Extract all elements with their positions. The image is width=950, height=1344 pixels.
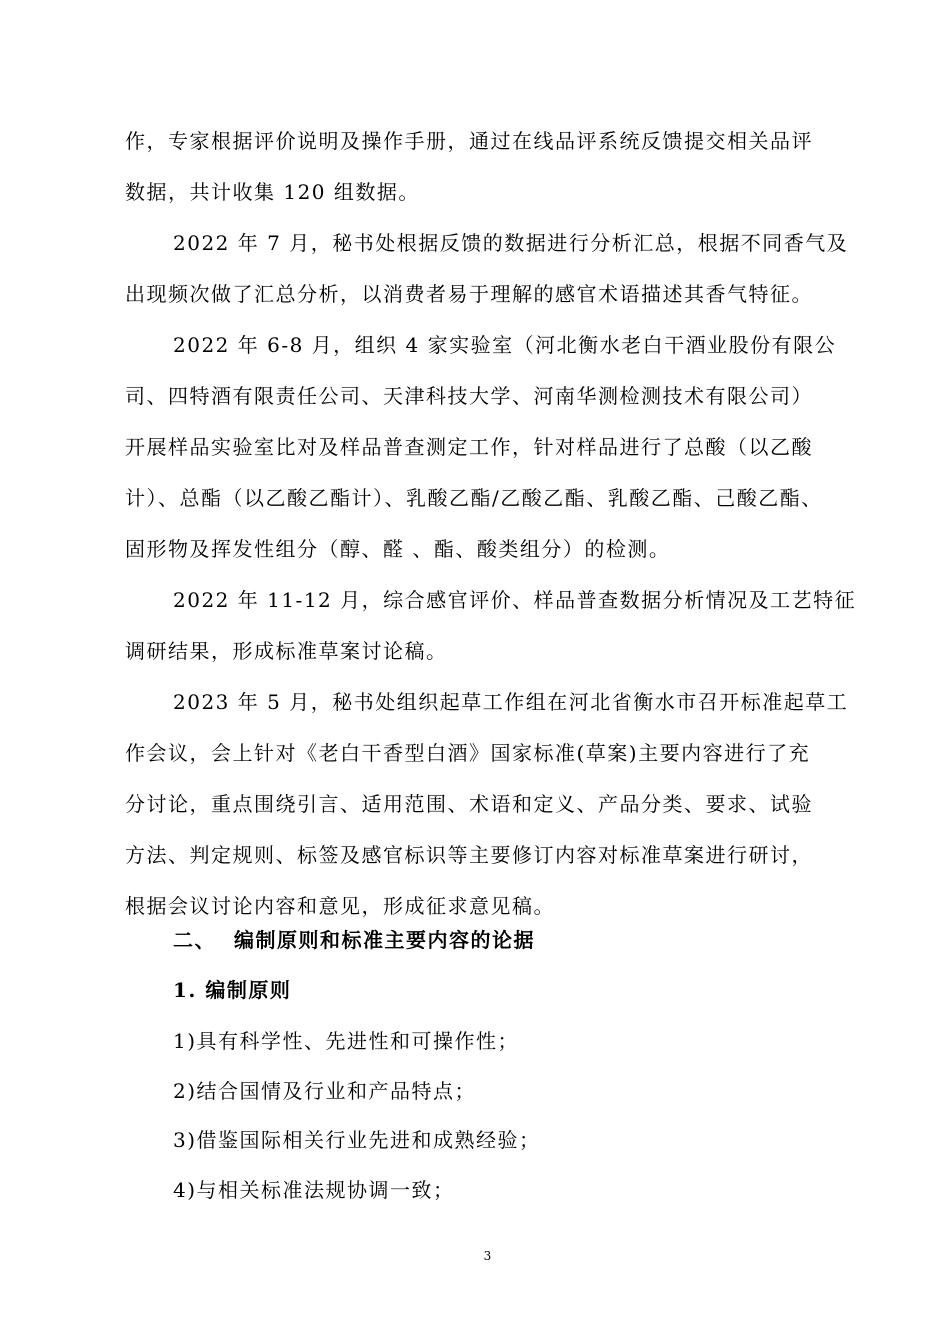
- section-title: 编制原则和标准主要内容的论据: [234, 928, 535, 952]
- paragraph-line: 数据，共计收集 120 组数据。: [125, 180, 420, 204]
- principle-item: 4)与相关标准法规协调一致；: [173, 1178, 455, 1202]
- paragraph-line: 调研结果，形成标准草案讨论稿。: [125, 639, 448, 663]
- paragraph-line: 作，专家根据评价说明及操作手册，通过在线品评系统反馈提交相关品评: [125, 129, 813, 153]
- paragraph-line: 2022 年 11-12 月，综合感官评价、样品普查数据分析情况及工艺特征: [173, 588, 857, 612]
- paragraph-line: 分讨论，重点围绕引言、适用范围、术语和定义、产品分类、要求、试验: [125, 792, 813, 816]
- paragraph-line: 2022 年 6-8 月，组织 4 家实验室（河北衡水老白干酒业股份有限公: [173, 333, 837, 357]
- paragraph-line: 固形物及挥发性组分（醇、醛 、酯、酸类组分）的检测。: [125, 537, 671, 561]
- paragraph-line: 2022 年 7 月，秘书处根据反馈的数据进行分析汇总，根据不同香气及: [173, 231, 849, 255]
- page-number: 3: [483, 1249, 492, 1263]
- principle-item: 3)借鉴国际相关行业先进和成熟经验；: [173, 1128, 541, 1152]
- section-number: 二、: [173, 928, 216, 952]
- paragraph-line: 计）、总酯（以乙酸乙酯计）、乳酸乙酯/乙酸乙酯、乳酸乙酯、己酸乙酯、: [125, 486, 823, 510]
- paragraph-line: 出现频次做了汇总分析，以消费者易于理解的感官术语描述其香气特征。: [125, 282, 813, 306]
- paragraph-line: 根据会议讨论内容和意见，形成征求意见稿。: [125, 894, 555, 918]
- subsection-heading: 1. 编制原则: [173, 978, 292, 1002]
- paragraph-line: 司、四特酒有限责任公司、天津科技大学、河南华测检测技术有限公司）: [125, 384, 813, 408]
- section-heading: [173, 927, 535, 953]
- paragraph-line: 方法、判定规则、标签及感官标识等主要修订内容对标准草案进行研讨，: [125, 843, 813, 867]
- paragraph-line: 作会议，会上针对《老白干香型白酒》国家标准(草案)主要内容进行了充: [125, 741, 811, 765]
- paragraph-line: 开展样品实验室比对及样品普查测定工作，针对样品进行了总酸（以乙酸: [125, 435, 813, 459]
- principle-item: 1)具有科学性、先进性和可操作性；: [173, 1029, 520, 1053]
- principle-item: 2)结合国情及行业和产品特点；: [173, 1079, 477, 1103]
- paragraph-line: 2023 年 5 月，秘书处组织起草工作组在河北省衡水市召开标准起草工: [173, 690, 849, 714]
